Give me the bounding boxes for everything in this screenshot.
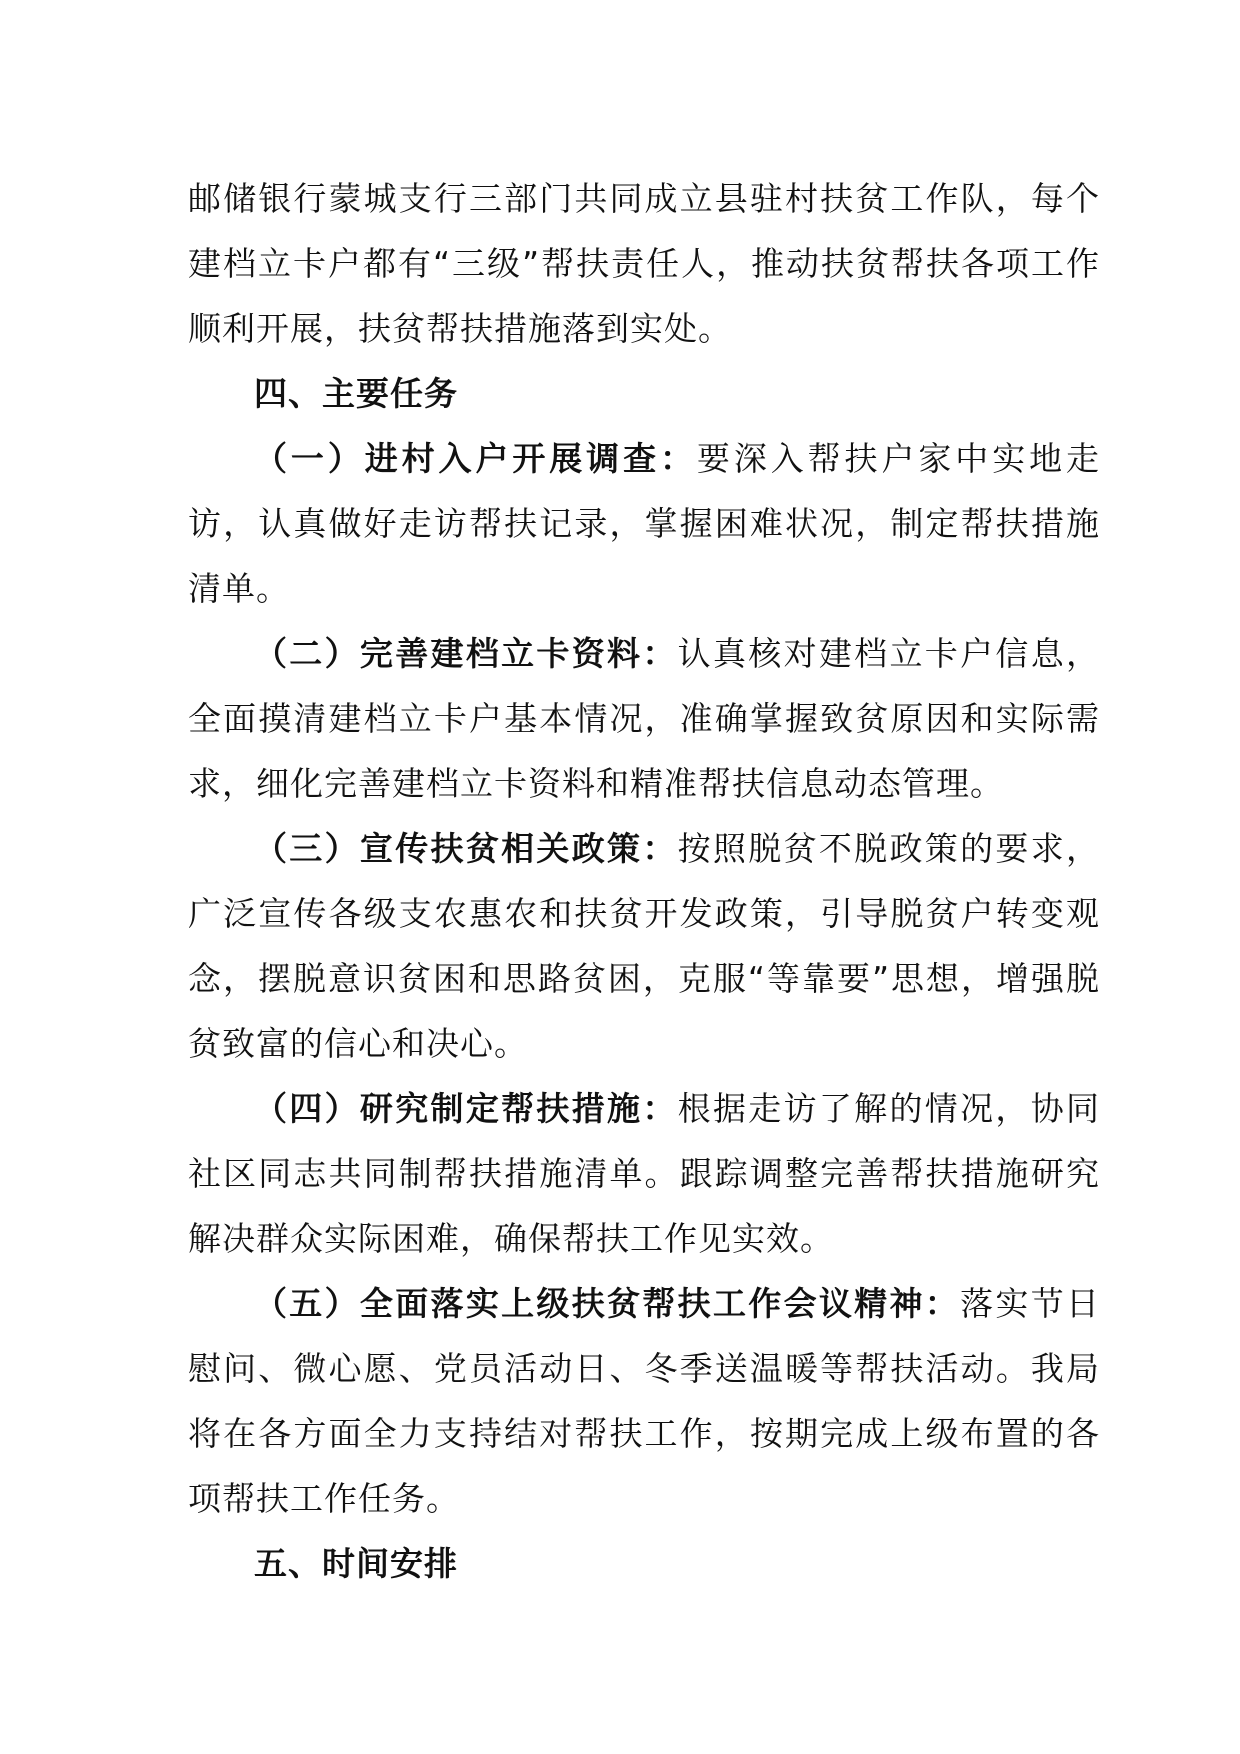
task-body-5: 落实节日慰问、微心愿、党员活动日、冬季送温暖等帮扶活动。我局将在各方面全力支持结对帮扶工作，按期完成上级布置的各项帮扶工作任务。: [188, 1284, 1101, 1518]
paragraph-continuation: 邮储银行蒙城支行三部门共同成立县驻村扶贫工作队，每个建档立卡户都有“三级”帮扶责任人，推动扶贫帮扶各项工作顺利开展，扶贫帮扶措施落到实处。: [188, 179, 1100, 348]
task-title-4: （四）研究制定帮扶措施：: [254, 1089, 678, 1128]
task-title-1: （一）进村入户开展调查：: [254, 439, 697, 478]
task-paragraph-2: [188, 621, 1100, 816]
task-title-2: （二）完善建档立卡资料：: [254, 634, 678, 673]
task-body-1: 要深入帮扶户家中实地走访，认真做好走访帮扶记录，掌握困难状况，制定帮扶措施清单。: [188, 439, 1101, 608]
task-body-3: 按照脱贫不脱政策的要求，广泛宣传各级支农惠农和扶贫开发政策，引导脱贫户转变观念，摆脱意识贫困和思路贫困，克服“等靠要”思想，增强脱贫致富的信心和决心。: [188, 829, 1101, 1063]
task-body-2: 认真核对建档立卡户信息，全面摸清建档立卡户基本情况，准确掌握致贫原因和实际需求，细化完善建档立卡资料和精准帮扶信息动态管理。: [188, 634, 1101, 803]
section-heading-main-tasks: 四、主要任务: [254, 374, 458, 413]
section-heading-schedule: 五、时间安排: [254, 1544, 458, 1583]
task-paragraph-5: [188, 1271, 1100, 1531]
task-title-5: （五）全面落实上级扶贫帮扶工作会议精神：: [254, 1284, 961, 1323]
task-paragraph-4: [188, 1076, 1100, 1271]
task-body-4: 根据走访了解的情况，协同社区同志共同制帮扶措施清单。跟踪调整完善帮扶措施研究解决群众实际困难，确保帮扶工作见实效。: [188, 1089, 1101, 1258]
document-body: [188, 166, 1100, 1596]
task-paragraph-1: [188, 426, 1100, 621]
task-title-3: （三）宣传扶贫相关政策：: [254, 829, 678, 868]
task-paragraph-3: [188, 816, 1100, 1076]
